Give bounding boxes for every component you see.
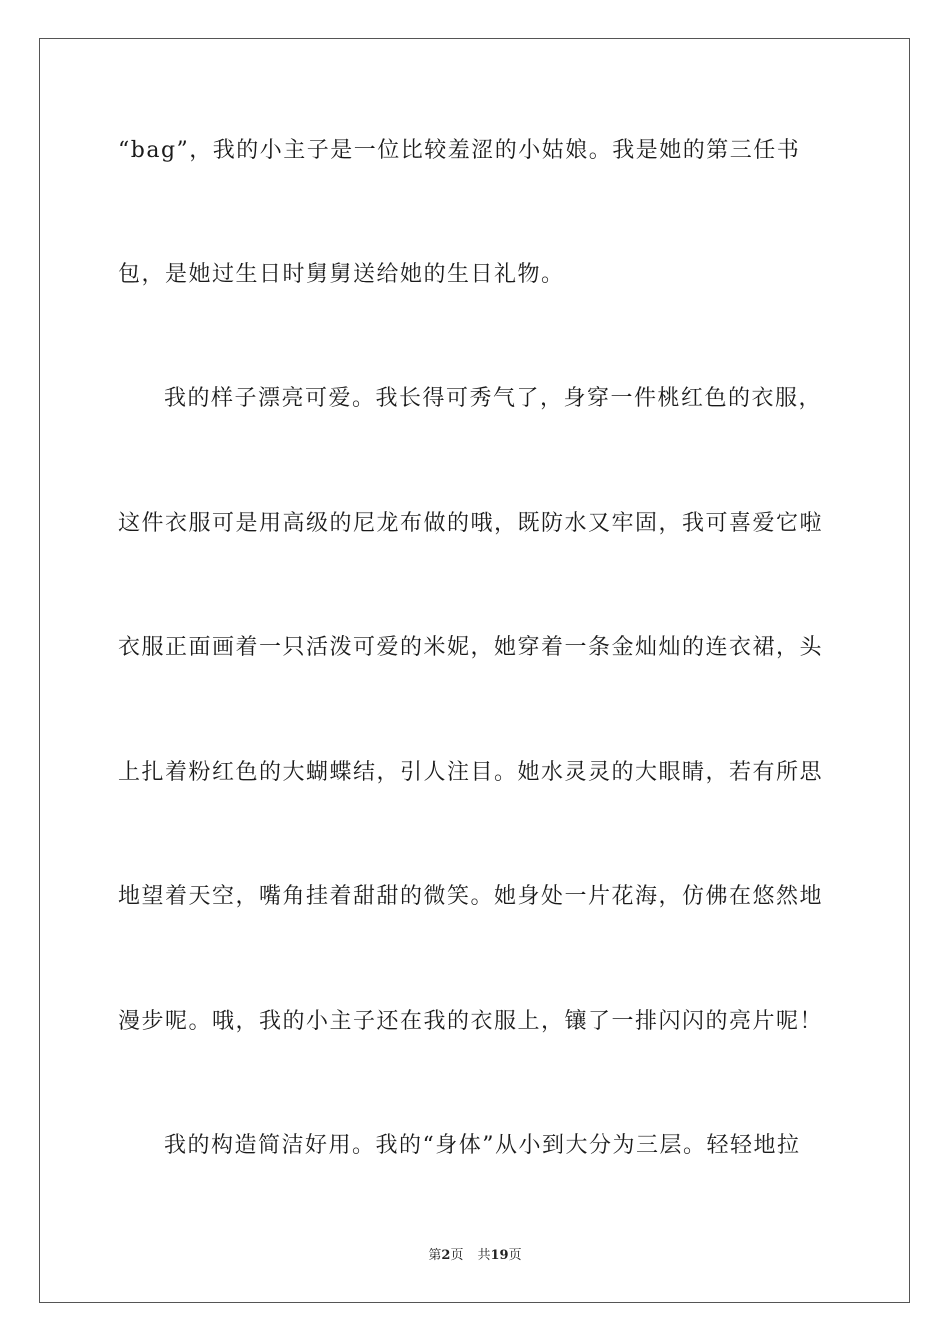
page-border xyxy=(39,38,910,1303)
page-footer xyxy=(0,1247,950,1265)
text-line-7: 地望着天空，嘴角挂着甜甜的微笑。她身处一片花海，仿佛在悠然地 xyxy=(118,884,824,909)
total-suffix: 页 xyxy=(508,1248,522,1263)
text-line-6: 上扎着粉红色的大蝴蝶结，引人注目。她水灵灵的大眼睛，若有所思 xyxy=(118,760,824,785)
text-line-4: 这件衣服可是用高级的尼龙布做的哦，既防水又牢固，我可喜爱它啦 xyxy=(118,511,824,536)
text-line-2: 包，是她过生日时舅舅送给她的生日礼物。 xyxy=(118,262,565,287)
text-line-8: 漫步呢。哦，我的小主子还在我的衣服上，镶了一排闪闪的亮片呢！ xyxy=(118,1009,824,1034)
text-line-5: 衣服正面画着一只活泼可爱的米妮，她穿着一条金灿灿的连衣裙，头 xyxy=(118,635,824,660)
text-line-3: 我的样子漂亮可爱。我长得可秀气了，身穿一件桃红色的衣服， xyxy=(164,386,823,411)
page-number: 2 xyxy=(441,1248,451,1263)
text-line-9: 我的构造简洁好用。我的“身体”从小到大分为三层。轻轻地拉 xyxy=(164,1133,801,1158)
text-line-1: “bag”，我的小主子是一位比较羞涩的小姑娘。我是她的第三任书 xyxy=(118,138,801,163)
total-prefix: 共 xyxy=(477,1248,491,1263)
page-suffix: 页 xyxy=(450,1248,464,1263)
page-prefix: 第 xyxy=(428,1248,442,1263)
total-pages: 19 xyxy=(490,1248,509,1263)
